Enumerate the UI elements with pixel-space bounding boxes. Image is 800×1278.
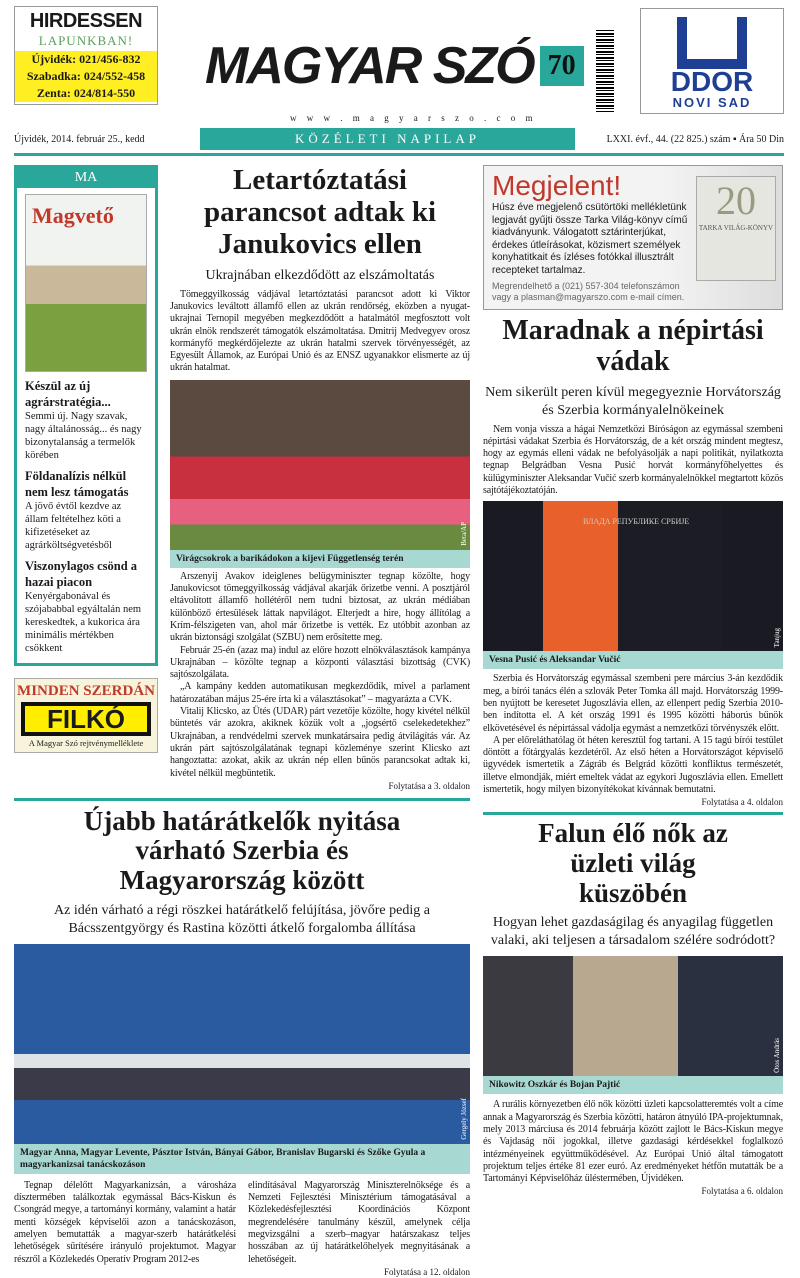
- paragraph: „A kampány kedden automatikusan megkezdődik, mivel a parlament határozatában május 25-ére írta ki a választásokat” – magyarázta a CVK.: [170, 681, 470, 705]
- continued-link[interactable]: Folytatása a 4. oldalon: [701, 797, 783, 808]
- book-number: 20: [716, 178, 756, 223]
- promo-text: Húsz éve megjelenő csütörtöki mellékletünk legjavát gyűjti össze Tarka Világ-könyv című kiadványunk. Válogatott sztárinterjúkat, érdekes útleírásokat, közismert személyek konyhatitkait és ízléses fotókkal illusztrált recepteket tartalmaz.: [492, 202, 688, 276]
- ddor-brand: DDOR: [670, 66, 754, 97]
- divider: [14, 798, 470, 801]
- paragraph: A per előreláthatólag öt héten keresztül fog tartani. A 15 tagú bírói testület döntött a főtárgyalás kezdetéről. Az első héten a Horvátországot képviselő ügyvédek ismertetik a Zágráb és Belgrád közötti konfliktus természetét, illetve elmondják, miért emeltek vádat az egykori Jugoszlávia ellen. Emellett ismertetik, hogy milyen bizonyítékokat kívánnak bemutatni.: [483, 734, 783, 796]
- book-title: TARKA VILÁG-KÖNYV: [698, 224, 774, 232]
- photo-credit: Tanjug: [773, 628, 781, 648]
- item-title: Készül az új agrárstratégia...: [25, 379, 111, 409]
- paragraph: Arszenyij Avakov ideiglenes belügyminiszter tegnap közölte, hogy Janukovicsot tömeggyilkosság vádjával akarják őrizetbe venni. A posztjáról eltávolított államfő hollétéről nem tudni biztosat, az ukrán médiában különböző értesülések láttak napvilágot. Elterjedt a hire, hogy állítólag a Krím-félszigeten van, ahol már őrizetbe is vették. Ez utóbbit azonban az ukrán biztonsági szolgálat (SZBU) nem erősítette meg.: [170, 570, 470, 644]
- ad-title: HIRDESSEN: [29, 10, 143, 32]
- continued-link[interactable]: Folytatása a 3. oldalon: [388, 780, 470, 791]
- masthead-logo: MAGYAR SZÓ: [205, 37, 534, 95]
- headline[interactable]: Letartóztatási parancsot adtak ki Janukovics ellen: [203, 164, 437, 260]
- book-cover: [696, 176, 776, 281]
- photo-handshake: [483, 956, 783, 1076]
- photo-credit: Beta/AP: [460, 522, 468, 546]
- sidebar: [14, 165, 158, 753]
- paragraph: Tegnap délelőtt Magyarkanizsán, a városháza dísztermében találkoztak egymással Bács-Kiskun és Csongrád megye, a tartományi kormány, valamint a határ menti községek képviselői azon a tanácskozáson, amelyen bemutatták a magyar-szerb határátkelési lehetőségek sűrítésére irányuló projektumot. Magyar részről a Közlekedés Operatív Program 2012-es: [14, 1179, 236, 1265]
- ad-ddor[interactable]: [640, 8, 784, 114]
- item-text: Semmi új. Nagy szavak, nagy általánosság... és nagy bizonytalanság a termelők körében: [25, 411, 142, 461]
- ad-phones: [15, 51, 157, 102]
- continued-link[interactable]: Folytatása a 6. oldalon: [701, 1186, 783, 1197]
- photo-credit: Gergely József: [460, 1098, 468, 1140]
- promo-tarka-vilag[interactable]: [483, 165, 783, 310]
- article-ukraine: [170, 165, 470, 792]
- ddor-city: NOVI SAD: [672, 95, 752, 110]
- paragraph: Szerbia és Horvátország egymással szembeni pere március 3-án kezdődik meg, a bírói tanács élén a szlovák Peter Tomka áll majd. Horvátország 1999-ben nyújtott be keresetet Jugoszlávia ellen, az ellenpert pedig Szerbia 2010-ben indította el. A két ország 1991 és 1995 közötti háborús bűnök elkövetésével és népirtással vádolja egymást a nemzetközi törvényszék előtt.: [483, 673, 783, 734]
- subhead: Az idén várható a régi röszkei határátkelő felújítása, jövőre pedig a Bácsszentgyörgy és Rastina közötti átkelő forgalomba állítása: [54, 902, 430, 936]
- lead: Nem vonja vissza a hágai Nemzetközi Bíróságon az egymással szembeni népirtási vádakat Szerbia és Horvátország, de a két ország mindent megtesz, hogy az egymás elleni vádak ne befolyásolják a napi politikát, nyilatkozta tegnap Belgrádban Vesna Pusić horvát kormányfőhelyettes és külügyminiszter Aleksandar Vučić szerb kormányalelnökkel megtartott közös sajtótájékoztatóján.: [483, 423, 783, 497]
- subhead: Ukrajnában elkezdődött az elszámoltatás: [205, 267, 435, 283]
- promo-title: Megjelent!: [492, 170, 622, 201]
- ddor-logo-icon: [677, 17, 747, 69]
- paragraph: A rurális környezetben élő nők közötti üzleti kapcsolatteremtés volt a címe annak a Magyarország és Szerbia közötti, határon átnyúló IPA-projektumnak, mely 2013 márciusa és 2014 februárja között zajlott le Bács-Kiskun megye és Vajdaság női jogokkal, illetve gazdasági kérdésekkel foglalkozó intézményeinek együttműködésével. Az Európai Unió által támogatott projektum teljes értéke 81 ezer euró. Az eredményeket hétfőn mutatták be a Tartományi Képviselőház üléstermében, Újvidéken.: [483, 1099, 783, 1185]
- photo-press-conference: [483, 501, 783, 651]
- article-border: [14, 807, 470, 1278]
- ad-subtitle: LAPUNKBAN!: [38, 33, 134, 48]
- sidebar-title: MA: [17, 168, 155, 188]
- paragraph: Február 25-én (azaz ma) indul az előre hozott elnökválasztások kampánya Ukrajnában – közölte tegnap a központi választási bizottság (CVK) sajtószolgálata.: [170, 644, 470, 681]
- right-column: [483, 165, 783, 1197]
- item-title: Viszonylagos csönd a hazai piacon: [25, 559, 138, 589]
- photo-flowers: [170, 380, 470, 550]
- sidebar-item[interactable]: [17, 558, 155, 655]
- masthead: [205, 20, 590, 112]
- issue-info: LXXI. évf., 44. (22 825.) szám ▪ Ára 50 Din: [606, 134, 784, 145]
- caption: Magyar Anna, Magyar Levente, Pásztor István, Bányai Gábor, Branislav Bugarski és Szőke Gyula a magyarkanizsai tanácskozáson: [14, 1144, 470, 1174]
- magazine-title: Magvető: [32, 203, 114, 228]
- divider: [483, 812, 783, 815]
- phone: Újvidék: 021/456-832: [31, 52, 141, 66]
- subhead: Hogyan lehet gazdaságilag és anyagilag független valaki, aki teljesen a társadalom szélére sodródott?: [490, 915, 776, 949]
- caption: Vesna Pusić és Aleksandar Vučić: [483, 651, 783, 669]
- photo-credit: Ótos András: [773, 1037, 781, 1073]
- paragraph: Vitalij Klicsko, az Ütés (UDAR) párt vezetője közölte, hogy kivétel nélkül büntetés vár azokra, akiknek közük volt a „jogsértő cselekedetekhez” Ukrajnában, a rendvédelmi szervek munkatársaira pedig átvilágítás vár. Az ukrán párt sajtószolgálatának tegnapi közleménye szerint Klicsko azt hangoztatta: azokat, akik az ukrán nép ellen bűnös parancsokat adtak ki, kivétel nélkül megbüntetik.: [170, 706, 470, 779]
- photo-meeting: [14, 944, 470, 1144]
- website[interactable]: w w w . m a g y a r s z o . c o m: [290, 113, 537, 123]
- filko-top: MINDEN SZERDÁN: [17, 683, 155, 699]
- tagline: KÖZÉLETI NAPILAP: [200, 128, 575, 150]
- phone: Zenta: 024/814-550: [36, 86, 136, 100]
- article-genocide: [483, 316, 783, 808]
- item-text: Kenyérgabonával és szójababbal egyáltalán nem kereskedtek, a kukorica ára minimális mértékben csökkent: [25, 591, 142, 654]
- ad-hirdessen[interactable]: [14, 6, 158, 105]
- ad-filko[interactable]: [14, 678, 158, 753]
- headline[interactable]: Maradnak a népirtási vádak: [502, 315, 764, 377]
- filko-bottom: A Magyar Szó rejtvénymelléklete: [28, 738, 144, 748]
- sidebar-today: [14, 165, 158, 666]
- header-divider: [14, 153, 784, 156]
- dateline: Újvidék, 2014. február 25., kedd: [14, 134, 145, 145]
- headline[interactable]: Újabb határátkelők nyitása várható Szerbia és Magyarország között: [83, 805, 401, 896]
- continued-link[interactable]: Folytatása a 12. oldalon: [384, 1266, 470, 1277]
- paragraph: elindításával Magyarország Miniszterelnöksége és a Nemzeti Fejlesztési Minisztérium támogatásával a Közlekedésfejlesztési Koordinációs Központ megrendelésére tanulmány készül, amelynek célja megvizsgálni a szerb–magyar határszakasz teljes hosszában az új határátkelőhelyek megnyitásának a lehetőségeit.: [248, 1179, 470, 1265]
- caption: Virágcsokrok a barikádokon a kijevi Függetlenség terén: [170, 550, 470, 568]
- sidebar-item[interactable]: [17, 378, 155, 462]
- article-women: [483, 819, 783, 1197]
- filko-logo: FILKÓ: [21, 702, 151, 736]
- photo-sign: ВЛАДА РЕПУБЛИКЕ СРБИЈЕ: [583, 517, 690, 527]
- headline[interactable]: Falun élő nők az üzleti világ küszöbén: [538, 818, 728, 908]
- left-column: [14, 165, 470, 1278]
- magveto-cover[interactable]: [25, 194, 147, 372]
- item-title: Földanalízis nélkül nem lesz támogatás: [25, 469, 129, 499]
- sidebar-item[interactable]: [17, 468, 155, 552]
- lead: Tömeggyilkosság vádjával letartóztatási parancsot adott ki Viktor Janukovics leváltott államfő ellen az ukrán rendőrség, eközben a nyugat-ukrajnai Ternopil megyében megkezdődött a hatalmától megfosztott volt ukrán elnök rendszerét támogatók elszámoltatása. Dmitrij Medvegyev orosz kormányfő megkérdőjelezte az ukrán hatalmi szervek törvényességét, az Egyesült Államok, az Európai Unió és az ENSZ ugyanakkor elismerte az új ukrán hatalmat.: [170, 288, 470, 374]
- subhead: Nem sikerült peren kívül megegyeznie Horvátország és Szerbia kormányalelnökeinek: [485, 384, 781, 418]
- item-text: A jövő évtől kezdve az állam feltételhez köti a kifizetéseket az agrárköltségvetésből: [25, 501, 122, 551]
- caption: Nikowitz Oszkár és Bojan Pajtić: [483, 1076, 783, 1094]
- anniversary-badge: 70: [540, 46, 584, 86]
- phone: Szabadka: 024/552-458: [26, 69, 146, 83]
- barcode: [596, 30, 614, 112]
- promo-order: Megrendelhető a (021) 557-304 telefonszámon vagy a plasman@magyarszo.com e-mail címen.: [492, 281, 685, 302]
